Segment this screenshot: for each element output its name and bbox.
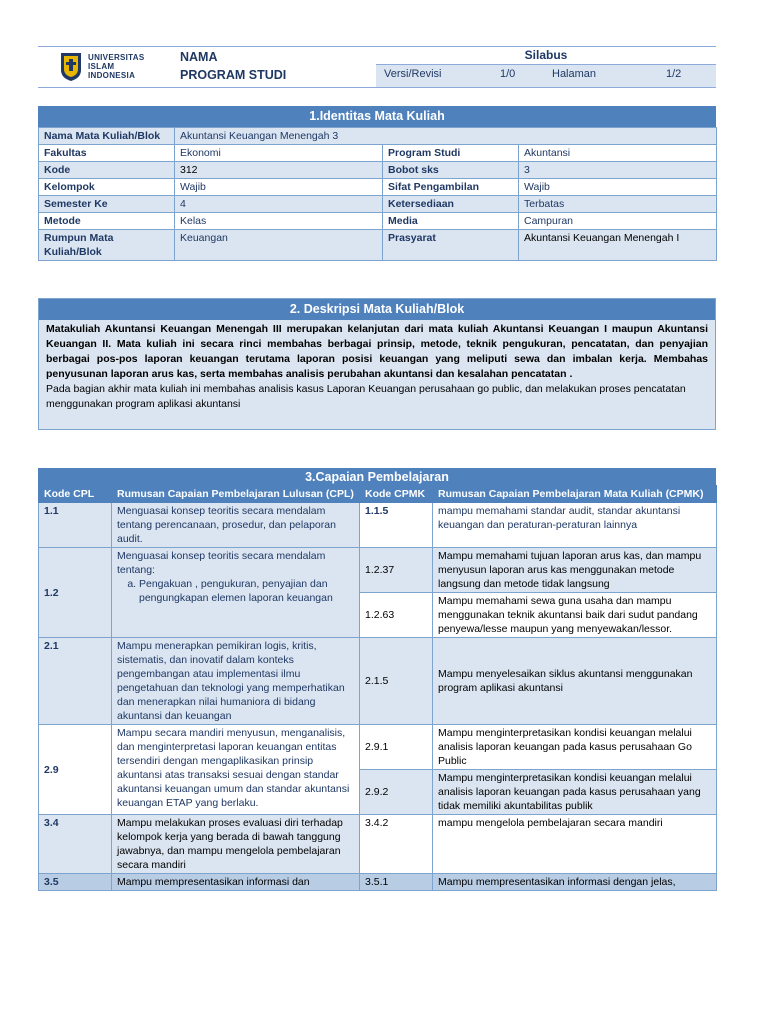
capaian-table xyxy=(38,485,717,891)
deskripsi-section xyxy=(38,298,716,430)
university-logo xyxy=(60,52,190,84)
identitas-table xyxy=(38,127,717,261)
table-row xyxy=(39,196,717,213)
table-row xyxy=(39,725,717,770)
row-label: Program Studi xyxy=(383,145,519,162)
rumusan-cpl xyxy=(112,548,360,638)
table-header-row xyxy=(39,486,717,503)
header-kode-cpmk: Kode CPMK xyxy=(360,486,433,503)
logo-text: UNIVERSITAS ISLAM INDONESIA xyxy=(88,53,145,80)
row-value: Akuntansi Keuangan Menengah I xyxy=(519,230,717,261)
rumusan-cpl-intro: Menguasai konsep teoritis secara mendalam tentang: xyxy=(117,550,326,576)
rumusan-cpmk: Mampu mempresentasikan informasi dengan jelas, xyxy=(433,874,717,891)
university-shield-icon xyxy=(60,52,82,82)
row-value: Kelas xyxy=(175,213,383,230)
rumusan-cpmk: Mampu menyelesaikan siklus akuntansi menggunakan program aplikasi akuntansi xyxy=(433,638,717,725)
halaman-label: Halaman xyxy=(552,68,597,80)
kode-cpmk: 1.1.5 xyxy=(360,503,433,548)
table-row xyxy=(39,128,717,145)
row-label: Bobot sks xyxy=(383,162,519,179)
row-label: Ketersediaan xyxy=(383,196,519,213)
kode-cpmk: 1.2.37 xyxy=(360,548,433,593)
row-label: Fakultas xyxy=(39,145,175,162)
rumusan-cpl: Mampu menerapkan pemikiran logis, kritis, sistematis, dan inovatif dalam konteks pengembangan atau implementasi ilmu pengetahuan dan teknologi yang memperhatikan dan menerapkan nilai humaniora di bidang akuntansi dan keuangan xyxy=(112,638,360,725)
kode-cpmk: 2.1.5 xyxy=(360,638,433,725)
silabus-title: Silabus xyxy=(524,48,568,62)
rumusan-cpl: Mampu mempresentasikan informasi dan xyxy=(112,874,360,891)
table-row xyxy=(39,162,717,179)
row-value: Akuntansi xyxy=(519,145,717,162)
kode-cpmk: 2.9.2 xyxy=(360,770,433,815)
row-value: Terbatas xyxy=(519,196,717,213)
header-rumusan-cpmk: Rumusan Capaian Pembelajaran Mata Kuliah (CPMK) xyxy=(433,486,717,503)
rumusan-cpmk: Mampu menginterpretasikan kondisi keuangan melalui analisis laporan keuangan pada kasus perusahaan yang tidak memiliki akuntabilitas publik xyxy=(433,770,717,815)
table-row xyxy=(39,503,717,548)
table-row xyxy=(39,874,717,891)
rumusan-cpmk: Mampu menginterpretasikan kondisi keuangan melalui analisis laporan keuangan pada kasus perusahaan Go Public xyxy=(433,725,717,770)
header-top-rule xyxy=(38,46,716,47)
row-label: Kode xyxy=(39,162,175,179)
rumusan-cpl: Mampu secara mandiri menyusun, menganalisis, dan menginterpretasi laporan keuangan entitas tersendiri dengan mengaplikasikan prinsip akuntansi atas transaksi sesuai dengan standar akuntansi keuangan umum dan standar akuntansi keuangan ETAP yang berlaku. xyxy=(112,725,360,815)
capaian-section xyxy=(38,468,716,891)
kode-cpl: 1.2 xyxy=(39,548,112,638)
header-kode-cpl: Kode CPL xyxy=(39,486,112,503)
row-label: Sifat Pengambilan xyxy=(383,179,519,196)
identitas-title: 1.Identitas Mata Kuliah xyxy=(38,106,716,127)
deskripsi-title: 2. Deskripsi Mata Kuliah/Blok xyxy=(39,299,715,320)
row-label: Media xyxy=(383,213,519,230)
row-label: Semester Ke xyxy=(39,196,175,213)
versi-label: Versi/Revisi xyxy=(384,68,442,80)
halaman-value: 1/2 xyxy=(666,68,682,80)
header-bottom-rule xyxy=(38,87,716,88)
header-rumusan-cpl: Rumusan Capaian Pembelajaran Lulusan (CPL) xyxy=(112,486,360,503)
version-bar xyxy=(376,64,716,88)
rumusan-cpl: Menguasai konsep teoritis secara mendalam tentang perencanaan, prosedur, dan pelaporan audit. xyxy=(112,503,360,548)
row-value: 3 xyxy=(519,162,717,179)
kode-cpl: 2.1 xyxy=(39,638,112,725)
kode-cpl: 1.1 xyxy=(39,503,112,548)
row-label: Kelompok xyxy=(39,179,175,196)
table-row xyxy=(39,213,717,230)
table-row xyxy=(39,230,717,261)
kode-cpmk: 3.5.1 xyxy=(360,874,433,891)
table-row xyxy=(39,548,717,593)
table-row xyxy=(39,815,717,874)
table-row xyxy=(39,638,717,725)
versi-value: 1/0 xyxy=(500,68,516,80)
row-value: Akuntansi Keuangan Menengah 3 xyxy=(175,128,717,145)
table-row xyxy=(39,179,717,196)
row-label: Prasyarat xyxy=(383,230,519,261)
kode-cpmk: 1.2.63 xyxy=(360,593,433,638)
table-row xyxy=(39,145,717,162)
deskripsi-paragraph-bold: Matakuliah Akuntansi Keuangan Menengah III merupakan kelanjutan dari mata kuliah Akuntansi Keuangan I maupun Akuntansi Keuangan II. Mata kuliah ini secara rinci membahas berbagai prinsip, metode, teknik pengukuran, pencatatan, dan penyajian berbagai pos-pos laporan keuangan terutama laporan posisi keuangan yang meliputi sewa dan imbalan kerja. Membahas penyusunan laporan arus kas, serta membahas analisis perubahan akuntansi dan kesalahan pencatatan . xyxy=(46,323,708,380)
document-header xyxy=(38,46,716,88)
rumusan-cpmk: mampu memahami standar audit, standar akuntansi keuangan dan peraturan-peraturan lainnya xyxy=(433,503,717,548)
row-label: Nama Mata Kuliah/Blok xyxy=(39,128,175,145)
kode-cpl: 3.4 xyxy=(39,815,112,874)
row-value: Ekonomi xyxy=(175,145,383,162)
list-item: a. Pengakuan , pengukuran, penyajian dan pengungkapan elemen laporan keuangan xyxy=(139,577,354,605)
row-value: Keuangan xyxy=(175,230,383,261)
rumusan-cpmk: Mampu memahami sewa guna usaha dan mampu menggunakan teknik akuntansi baik dari sudut pandang penyewa/lesse maupun yang menyewakan/lessor. xyxy=(433,593,717,638)
row-value: 312 xyxy=(175,162,383,179)
identitas-section xyxy=(38,106,716,261)
rumusan-cpl: Mampu melakukan proses evaluasi diri terhadap kelompok kerja yang berada di bawah tanggung jawabnya, dan mampu mengelola pembelajaran secara mandiri xyxy=(112,815,360,874)
kode-cpl: 2.9 xyxy=(39,725,112,815)
row-label: Rumpun Mata Kuliah/Blok xyxy=(39,230,175,261)
kode-cpl: 3.5 xyxy=(39,874,112,891)
rumusan-cpmk: mampu mengelola pembelajaran secara mandiri xyxy=(433,815,717,874)
kode-cpmk: 3.4.2 xyxy=(360,815,433,874)
deskripsi-paragraph: Pada bagian akhir mata kuliah ini membahas analisis kasus Laporan Keuangan perusahaan go public, dan melakukan proses pencatatan menggunakan program aplikasi akuntansi xyxy=(46,383,686,410)
row-value: Campuran xyxy=(519,213,717,230)
row-value: 4 xyxy=(175,196,383,213)
nama-label: NAMA xyxy=(180,50,218,64)
program-studi-label: PROGRAM STUDI xyxy=(180,68,287,82)
capaian-title: 3.Capaian Pembelajaran xyxy=(38,468,716,485)
row-value: Wajib xyxy=(175,179,383,196)
row-label: Metode xyxy=(39,213,175,230)
rumusan-cpmk: Mampu memahami tujuan laporan arus kas, dan mampu menyusun laporan arus kas menggunakan metode langsung dan metode tidak langsung xyxy=(433,548,717,593)
kode-cpmk: 2.9.1 xyxy=(360,725,433,770)
row-value: Wajib xyxy=(519,179,717,196)
